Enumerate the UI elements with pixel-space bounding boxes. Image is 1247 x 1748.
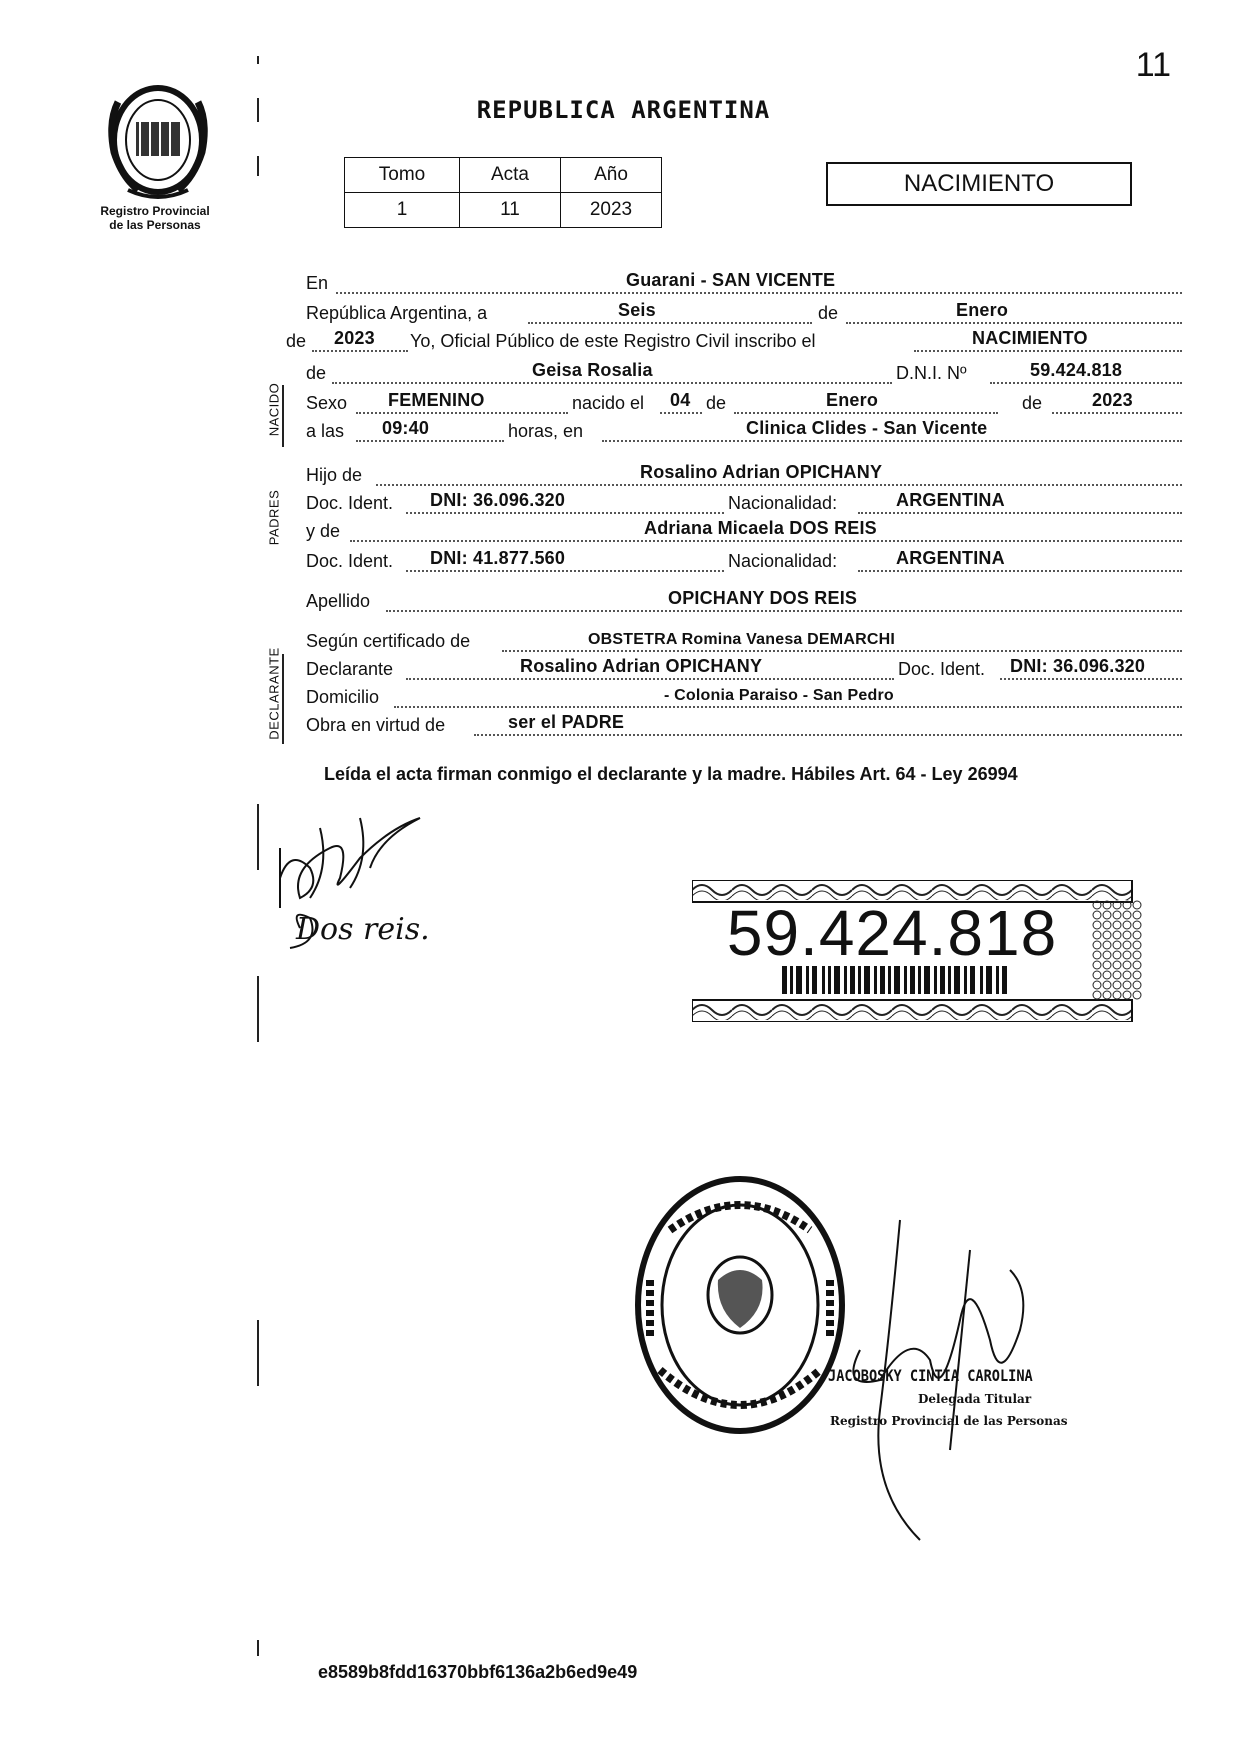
sexo-value: FEMENINO	[388, 390, 485, 410]
time-value: 09:40	[382, 418, 430, 438]
yde-label: y de	[306, 521, 341, 541]
birth-day-value: 04	[670, 390, 691, 410]
hijo-label: Hijo de	[306, 465, 363, 485]
name-label: de	[306, 363, 327, 383]
day-value: Seis	[618, 300, 656, 320]
mother-name-value: Adriana Micaela DOS REIS	[644, 518, 877, 538]
row-sex	[306, 390, 1186, 418]
birth-year-value: 2023	[1092, 390, 1133, 410]
address-value: - Colonia Paraiso - San Pedro	[664, 687, 894, 704]
domicilio-label: Domicilio	[306, 687, 380, 707]
nac2-label: Nacionalidad:	[728, 551, 838, 571]
section-nacido-label: NACIDO	[266, 382, 282, 437]
father-name-value: Rosalino Adrian OPICHANY	[640, 462, 883, 482]
closing-note: Leída el acta firman conmigo el declarante y la madre. Hábiles Art. 64 - Ley 26994	[324, 764, 1018, 784]
row-father-doc	[306, 490, 1186, 518]
row-declarant	[306, 656, 1186, 684]
declarante-label: Declarante	[306, 659, 394, 679]
document-type-box: NACIMIENTO	[826, 162, 1132, 206]
row-reason	[306, 712, 1186, 740]
row-mother	[306, 518, 1186, 546]
official-round-stamp	[630, 1170, 850, 1440]
child-name-value: Geisa Rosalia	[532, 360, 653, 380]
row-name	[306, 360, 1186, 388]
reason-value: ser el PADRE	[508, 712, 625, 732]
margin-mark	[257, 804, 259, 870]
dni-value: 59.424.818	[1030, 360, 1123, 380]
tomo-header: Tomo	[345, 158, 460, 193]
margin-mark	[257, 156, 259, 176]
mother-signature: Dos reis.	[296, 912, 430, 947]
father-doc-value: DNI: 36.096.320	[430, 490, 566, 510]
declarant-doc-value: DNI: 36.096.320	[1010, 656, 1146, 676]
mother-nat-value: ARGENTINA	[896, 548, 1005, 568]
republica-label: República Argentina, a	[306, 303, 488, 323]
official-name: JACOBOSKY CINTIA CAROLINA	[828, 1366, 1033, 1385]
month-value: Enero	[956, 300, 1009, 320]
year-value: 2023	[334, 328, 375, 348]
birth-de-label: de	[706, 393, 727, 413]
doc3-label: Doc. Ident.	[898, 659, 986, 679]
section-bracket	[282, 654, 284, 744]
row-certificate	[306, 628, 1186, 656]
reference-table	[344, 157, 662, 228]
page-number: 11	[1135, 46, 1171, 84]
doc-label: Doc. Ident.	[306, 493, 394, 513]
document-hash: e8589b8fdd16370bbf6136a2b6ed9e49	[318, 1662, 638, 1682]
declarant-name-value: Rosalino Adrian OPICHANY	[520, 656, 763, 676]
margin-mark	[257, 1320, 259, 1386]
acta-header: Acta	[460, 158, 561, 193]
official-office: Registro Provincial de las Personas	[830, 1414, 1068, 1428]
act-value: NACIMIENTO	[972, 328, 1088, 348]
row-mother-doc	[306, 548, 1186, 576]
birth-month-value: Enero	[826, 390, 879, 410]
row-year	[286, 328, 1186, 356]
sexo-label: Sexo	[306, 393, 348, 413]
tomo-value: 1	[345, 193, 460, 228]
ano-header: Año	[561, 158, 662, 193]
birth-place-value: Clinica Clides - San Vicente	[746, 418, 988, 438]
certificate-value: OBSTETRA Romina Vanesa DEMARCHI	[588, 631, 895, 648]
row-time	[306, 418, 1186, 446]
row-surname	[306, 588, 1186, 616]
de-label: de	[818, 303, 839, 323]
alas-label: a las	[306, 421, 345, 441]
registry-name: Registro Provincial de las Personas	[100, 204, 210, 232]
acta-value: 11	[460, 193, 561, 228]
segun-label: Según certificado de	[306, 631, 471, 651]
dni-label: D.N.I. Nº	[896, 363, 967, 383]
ano-value: 2023	[561, 193, 662, 228]
row-address	[306, 684, 1186, 712]
stamp-number: 59.424.818	[726, 897, 1058, 969]
apellido-label: Apellido	[306, 591, 371, 611]
dni-security-stamp	[692, 880, 1142, 1022]
row-place	[306, 270, 1186, 298]
doc2-label: Doc. Ident.	[306, 551, 394, 571]
horas-label: horas, en	[508, 421, 584, 441]
place-value: Guarani - SAN VICENTE	[626, 270, 836, 290]
section-padres-label: PADRES	[266, 489, 282, 546]
en-label: En	[306, 273, 329, 293]
surname-value: OPICHANY DOS REIS	[668, 588, 858, 608]
father-nat-value: ARGENTINA	[896, 490, 1005, 510]
margin-mark	[257, 56, 259, 64]
country-title: REPUBLICA ARGENTINA	[476, 96, 771, 124]
birth-de2-label: de	[1022, 393, 1043, 413]
obra-label: Obra en virtud de	[306, 715, 446, 735]
margin-mark	[257, 1640, 259, 1656]
margin-mark	[257, 976, 259, 1042]
nac-label: Nacionalidad:	[728, 493, 838, 513]
row-date	[306, 300, 1186, 328]
mother-doc-value: DNI: 41.877.560	[430, 548, 566, 568]
section-bracket	[282, 385, 284, 447]
section-declarante-label: DECLARANTE	[266, 647, 282, 740]
margin-mark	[257, 98, 259, 122]
oficial-label: Yo, Oficial Público de este Registro Civil inscribo el	[410, 331, 816, 351]
nacido-label: nacido el	[572, 393, 645, 413]
official-title: Delegada Titular	[918, 1392, 1032, 1406]
row-father	[306, 462, 1186, 490]
de2-label: de	[286, 331, 307, 351]
